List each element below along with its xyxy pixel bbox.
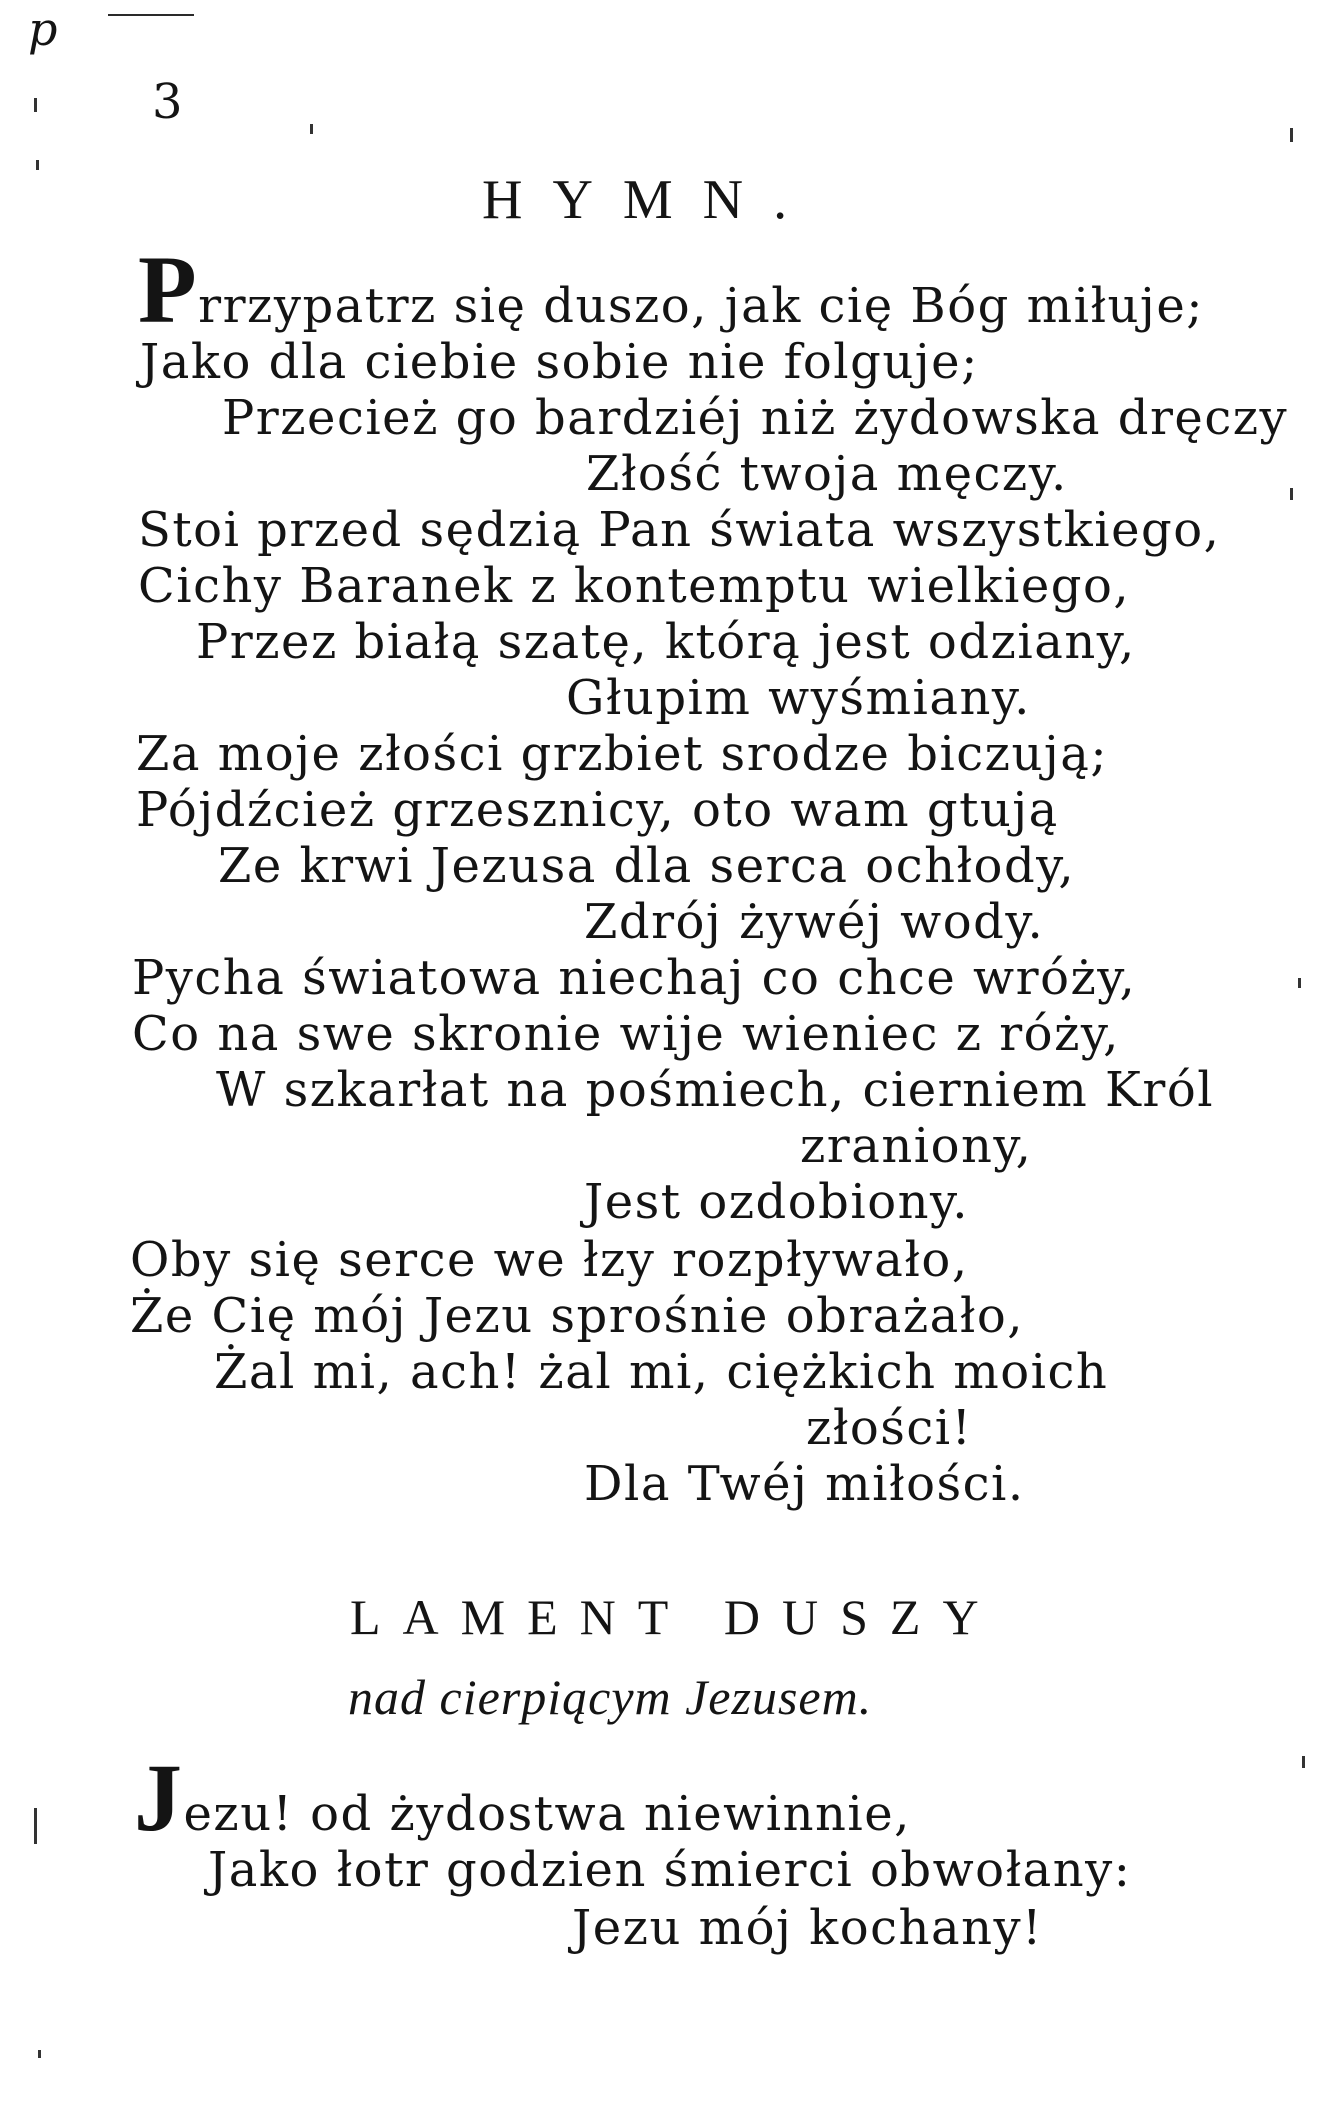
hymn-line: Co na swe skronie wije wieniec z róży, (132, 1006, 1120, 1062)
hymn-line: Pójdźcież grzesznicy, oto wam gtują (136, 782, 1059, 838)
hymn-title: HYMN. (482, 169, 818, 231)
corner-mark: p (28, 2, 58, 56)
hymn-line: Stoi przed sędzią Pan świata wszystkiego, (138, 502, 1221, 558)
lament-line-1 (134, 1744, 911, 1851)
hymn-line: Jest ozdobiony. (584, 1174, 970, 1230)
margin-tick (1290, 488, 1293, 500)
top-rule (108, 14, 194, 16)
hymn-line: Ze krwi Jezusa dla serca ochłody, (218, 838, 1076, 894)
margin-tick (34, 98, 37, 112)
hymn-line-1 (138, 236, 1204, 343)
lament-title: LAMENT DUSZY (350, 1589, 1001, 1645)
hymn-dropcap: P (138, 236, 199, 343)
hymn-line: Żal mi, ach! żal mi, ciężkich moich (214, 1344, 1109, 1400)
hymn-line: Przecież go bardziéj niż żydowska dręczy (222, 390, 1289, 446)
lament-dropcap: J (134, 1744, 184, 1851)
margin-tick (1290, 128, 1293, 142)
hymn-line: Za moje złości grzbiet srodze biczują; (136, 726, 1109, 782)
lament-line-1-text: ezu! od żydostwa niewinnie, (183, 1786, 911, 1842)
margin-tick (1302, 1756, 1305, 1768)
hymn-line: Że Cię mój Jezu sprośnie obrażało, (130, 1288, 1024, 1344)
page-number: 3 (152, 74, 183, 130)
hymn-line: Cichy Baranek z kontemptu wielkiego, (138, 558, 1131, 614)
margin-tick (36, 160, 39, 170)
lament-line: Jako łotr godzien śmierci obwołany: (208, 1842, 1132, 1898)
margin-tick (34, 1808, 37, 1844)
hymn-line: złości! (806, 1400, 973, 1456)
hymn-line: zraniony, (800, 1118, 1033, 1174)
margin-tick (1298, 978, 1301, 988)
hymn-line: Oby się serce we łzy rozpływało, (130, 1232, 969, 1288)
hymn-line-1-text: rrzypatrz się duszo, jak cię Bóg miłuje; (198, 278, 1204, 334)
hymn-line: Złość twoja męczy. (586, 446, 1068, 502)
margin-tick (310, 124, 313, 134)
hymn-line: Pycha światowa niechaj co chce wróży, (132, 950, 1137, 1006)
hymn-line: Przez białą szatę, którą jest odziany, (196, 614, 1136, 670)
hymn-line: Jako dla ciebie sobie nie folguje; (140, 334, 979, 390)
hymn-line: Zdrój żywéj wody. (584, 894, 1045, 950)
hymn-line: Głupim wyśmiany. (566, 670, 1031, 726)
lament-subtitle: nad cierpiącym Jezusem. (348, 1669, 873, 1725)
hymn-line: W szkarłat na pośmiech, cierniem Król (216, 1062, 1215, 1118)
margin-tick (38, 2050, 41, 2058)
lament-line: Jezu mój kochany! (572, 1900, 1043, 1956)
hymn-line: Dla Twéj miłości. (584, 1456, 1025, 1512)
